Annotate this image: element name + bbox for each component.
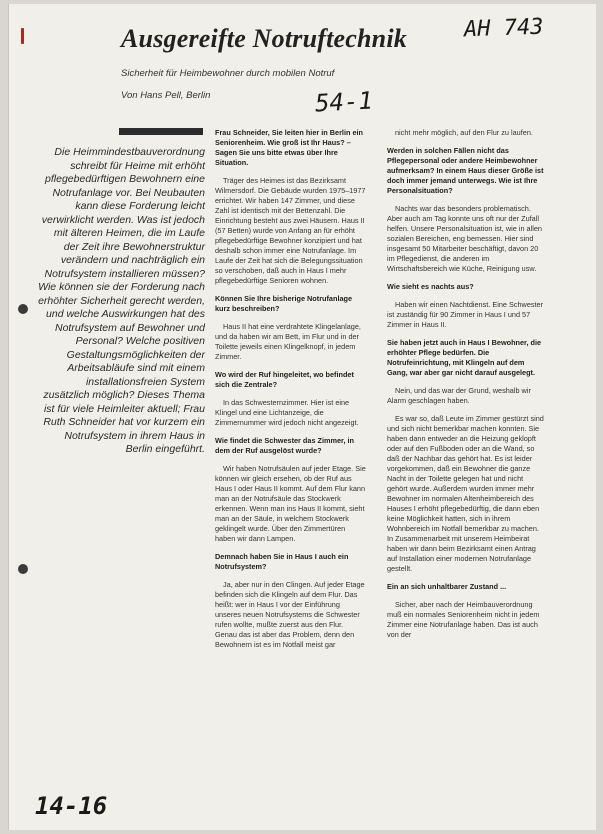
interview-question: Wie findet die Schwester das Zimmer, in dem der Ruf ausgelöst wurde? xyxy=(215,436,355,455)
article-subtitle: Sicherheit für Heimbewohner durch mobilen Notruf xyxy=(121,68,335,79)
interview-answer: Haben wir einen Nachtdienst. Eine Schwester ist zuständig für 90 Zimmer in Haus I und 57 Zimmer in Haus II. xyxy=(387,300,544,329)
column-right xyxy=(387,128,545,648)
punch-hole xyxy=(18,304,28,314)
interview-answer: Es war so, daß Leute im Zimmer gestürzt sind und sich nicht bemerkbar machen konnten. Sie haben dann entweder an die Heizung geklopft oder auf den Fußboden oder an die Wand, so daß der Nachbar das gehört hat. Es ist leider vorgekommen, daß ein Bewohner die ganze Nacht in der Toilette gelegen hat und nicht gehört wurde. Außerdem wurden immer mehr Bewohner im normalen Altenheimbereich des Hauses I erhöht pflegebedürftig, die dann eben keine Möglichkeit hatten, sich in ihrem Wohnbereich im Notfall bemerkbar zu machen. In Zusammenarbeit mit unserem Heimbeirat haben wir dann beim Bezirksamt einen Antrag auf Installation einer modernen Notrufanlage gestellt. xyxy=(387,414,544,573)
intro-rule xyxy=(119,128,203,135)
article-byline: Von Hans Pell, Berlin xyxy=(121,90,211,101)
interview-question: Frau Schneider, Sie leiten hier in Berlin ein Seniorenheim. Wie groß ist Ihr Haus? – Sagen Sie uns bitte etwas über Ihre Situation. xyxy=(215,128,364,167)
handwritten-note-middle: 54-1 xyxy=(314,86,374,118)
handwritten-note-top: AH 743 xyxy=(463,14,544,43)
interview-answer: In das Schwesternzimmer. Hier ist eine Klingel und eine Lichtanzeige, die Zimmernummer wird jedoch nicht angezeigt. xyxy=(215,398,359,427)
interview-answer: Haus II hat eine verdrahtete Klingelanlage, und da haben wir am Bett, im Flur und in der Toilette jeweils einen Klingelknopf, in jedem Zimmer. xyxy=(215,322,361,361)
interview-answer: Nein, und das war der Grund, weshalb wir Alarm geschlagen haben. xyxy=(387,386,531,405)
interview-answer: Nachts war das besonders problematisch. Aber auch am Tag konnte uns oft nur der Zufall helfen. Unsere Personalsituation ist, wie in allen sozialen Bereichen, eng bemessen. Hier sind insgesamt 50 Mitarbeiter beschäftigt, davon 20 im Pflegedienst, die anderen im Wirtschaftsbereich wie Küche, Reinigung usw. xyxy=(387,204,542,273)
article-intro: Die Heimmindestbauverordnung schreibt für Heime mit erhöht pflegebedürftigen Bewohnern eine Notrufanlage vor. Bei Neubauten kann diese Forderung leicht verwirklicht werden. Was ist jedoch mit älteren Heimen, die im Laufe der Zeit ihre Bewohnerstruktur verändern und nachträglich ein Notrufsystem installieren müssen? Wie können sie der Forderung nach erhöhter Sicherheit gerecht werden, und welche Auswirkungen hat des Notrufsystem auf Bewohner und Personal? Welche positiven Gestaltungsmöglichkeiten der Arbeitsabläufe sind mit einem installationsfreien System zusätzlich möglich? Dieses Thema ist für viele Heimleiter aktuell; Frau Ruth Schneider hat vor kurzem ein Notrufsystem in ihrem Haus in Berlin eingeführt. xyxy=(38,146,205,455)
interview-question: Wie sieht es nachts aus? xyxy=(387,282,474,291)
interview-question: Ein an sich unhaltbarer Zustand ... xyxy=(387,582,507,591)
interview-answer: Sicher, aber nach der Heimbauverordnung muß ein normales Seniorenheim nicht in jedem Zimmer eine Notrufanlage haben. Das ist auch von der xyxy=(387,600,540,639)
scanned-page xyxy=(8,4,596,830)
interview-answer: nicht mehr möglich, auf den Flur zu laufen. xyxy=(395,128,533,137)
punch-hole xyxy=(18,564,28,574)
column-middle xyxy=(215,128,367,658)
interview-question: Wo wird der Ruf hingeleitet, wo befindet sich die Zentrale? xyxy=(215,370,354,389)
interview-question: Demnach haben Sie in Haus I auch ein Notrufsystem? xyxy=(215,552,349,571)
interview-question: Können Sie Ihre bisherige Notrufanlage kurz beschreiben? xyxy=(215,294,353,313)
red-marker-strip xyxy=(21,28,24,44)
article-title: Ausgereifte Notruftechnik xyxy=(121,24,407,53)
interview-question: Werden in solchen Fällen nicht das Pflegepersonal oder andere Heimbewohner aufmerksam? In einem Haus dieser Größe ist doch immer jemand unterwegs. Wie ist Ihre Personalsituation? xyxy=(387,146,544,195)
handwritten-page-number: 14-16 xyxy=(35,792,108,820)
interview-answer: Ja, aber nur in den Clingen. Auf jeder Etage befinden sich die Klingeln auf dem Flur. Das heißt: wer in Haus I vor der Einführung unseres neuen Notrufsystems die Schwester rufen wollte, mußte zuerst aus den Flur. Genau das ist aber das Problem, denn den Bewohnern ist es im Notfall meist gar xyxy=(215,580,365,649)
interview-answer: Träger des Heimes ist das Bezirksamt Wilmersdorf. Die Gebäude wurden 1975–1977 errichtet. Wir haben 147 Zimmer, und diese Zahl ist identisch mit der Bettenzahl. Die Einrichtung besteht aus zwei Häusern. Haus II (57 Betten) wurde von Anfang an für erhöht pflegebedürftige Bewohner konzipiert und hat deshalb schon immer eine Notrufanlage. Im Laufe der Zeit hat sich die Belegungssituation so verschoben, daß auch in Haus I mehr pflegebedürftige Senioren wohnen. xyxy=(215,176,366,285)
interview-answer: Wir haben Notrufsäulen auf jeder Etage. Sie können wir gleich ersehen, ob der Ruf aus Haus I oder Haus II kommt. Auf dem Flur kann man an der Notrufsäule das Stockwerk erkennen. Wenn man ins Haus II kommt, sieht man an der Säule, in welchem Stockwerk geklingelt wurde. Über den Zimmertüren haben wir dann Lampen. xyxy=(215,464,366,543)
interview-question: Sie haben jetzt auch in Haus I Bewohner, die erhöhter Pflege bedürfen. Die Notrufeinrichtung, mit Klingeln auf dem Gang, war aber gar nicht darauf ausgelegt. xyxy=(387,338,542,377)
